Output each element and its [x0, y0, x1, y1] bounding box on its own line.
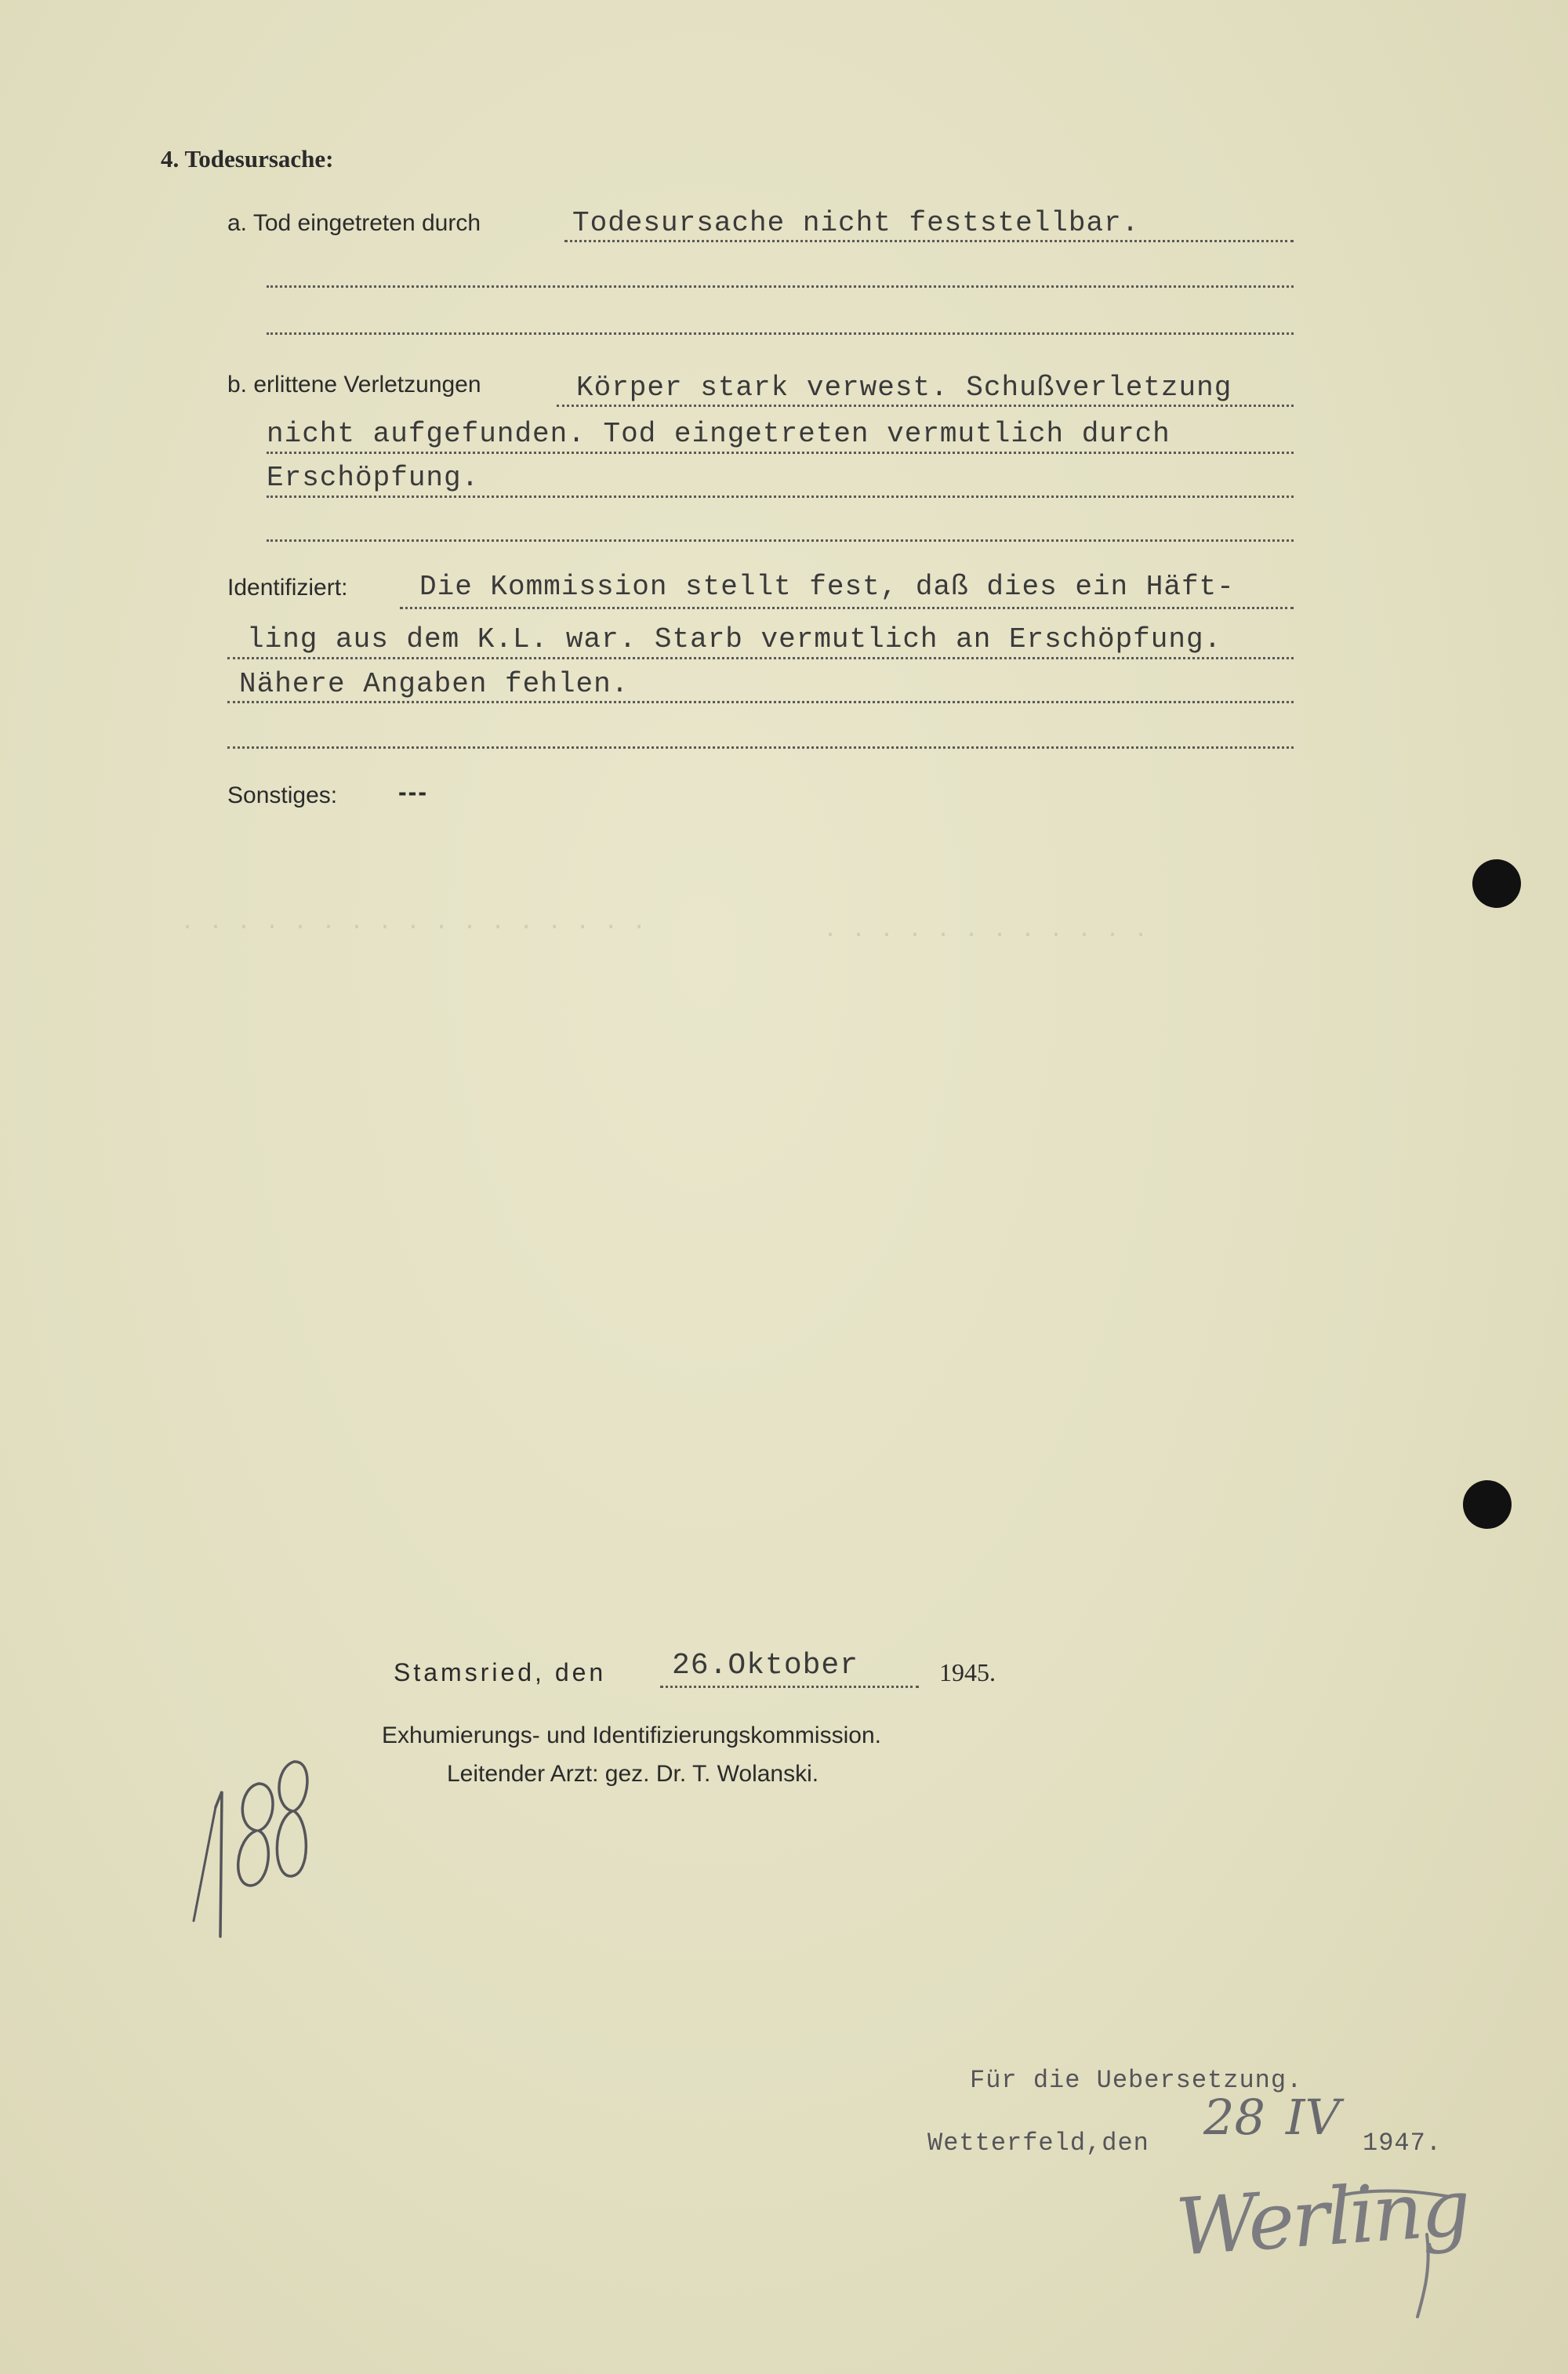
- cause-of-death-blank-line-2: [267, 332, 1294, 335]
- punch-hole-top: [1472, 859, 1521, 908]
- injuries-line-1: [557, 405, 1294, 407]
- injuries-value-2: nicht aufgefunden. Tod eingetreten vermutlich durch: [267, 418, 1171, 450]
- other-label: Sonstiges:: [227, 782, 338, 808]
- identified-value-3: Nähere Angaben fehlen.: [239, 668, 630, 700]
- handwritten-month: IV: [1286, 2089, 1341, 2146]
- translation-note-year: 1947.: [1363, 2129, 1443, 2158]
- identified-line-3: [227, 701, 1294, 703]
- punch-hole-bottom: [1463, 1480, 1512, 1529]
- cause-of-death-blank-line-1: [267, 285, 1294, 288]
- identified-value-1: Die Kommission stellt fest, daß dies ein Häft-: [419, 571, 1235, 603]
- injuries-line-3: [267, 495, 1294, 498]
- identified-label: Identifiziert:: [227, 575, 348, 601]
- cause-of-death-value: Todesursache nicht feststellbar.: [572, 207, 1140, 239]
- identified-value-2: ling aus dem K.L. war. Starb vermutlich an Erschöpfung.: [247, 623, 1222, 655]
- identified-blank-line: [227, 746, 1294, 749]
- identified-line-2: [227, 657, 1294, 659]
- injuries-blank-line: [267, 539, 1294, 542]
- cause-of-death-line: [564, 240, 1294, 242]
- date-year: 1945.: [939, 1658, 996, 1686]
- bleed-through-text: . . . . . . . . . . . .: [823, 917, 1149, 944]
- identified-line-1: [400, 607, 1294, 609]
- handwritten-page-number-text: [204, 1827, 230, 1845]
- handwritten-page-number: [184, 1752, 325, 1940]
- translation-note-place: Wetterfeld,den: [927, 2129, 1149, 2158]
- injuries-line-2: [267, 452, 1294, 454]
- date-line: [660, 1686, 919, 1688]
- place-label: Stamsried, den: [394, 1658, 607, 1686]
- translator-signature: Werling: [1173, 2162, 1472, 2274]
- signature-underline: [1333, 2187, 1458, 2321]
- section-heading: 4. Todesursache:: [161, 145, 334, 172]
- cause-of-death-label: a. Tod eingetreten durch: [227, 210, 481, 236]
- injuries-label: b. erlittene Verletzungen: [227, 372, 481, 397]
- other-value: ---: [398, 778, 428, 806]
- injuries-value-3: Erschöpfung.: [267, 462, 480, 494]
- bleed-through-text: . . . . . . . . . . . . . . . . .: [180, 909, 647, 936]
- translation-note-line-1: Für die Uebersetzung.: [970, 2066, 1303, 2095]
- lead-doctor: Leitender Arzt: gez. Dr. T. Wolanski.: [447, 1761, 819, 1787]
- injuries-value-1: Körper stark verwest. Schußverletzung: [576, 372, 1232, 404]
- commission-name: Exhumierungs- und Identifizierungskommission.: [382, 1722, 881, 1748]
- handwritten-day: 28: [1203, 2089, 1265, 2146]
- date-value: 26.Oktober: [672, 1649, 859, 1682]
